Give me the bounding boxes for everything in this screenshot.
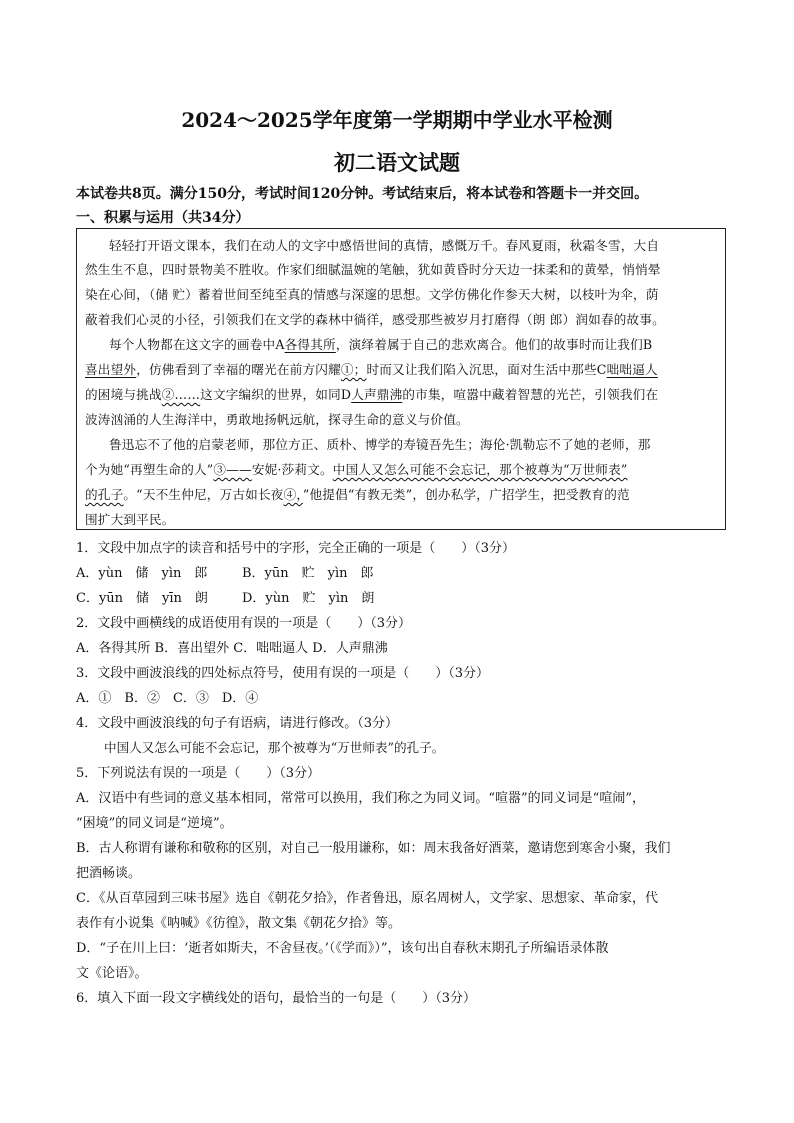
question-5-option-b-cont: 把酒畅谈。: [76, 866, 142, 881]
idiom-underlined: 喜出望外: [85, 362, 137, 377]
passage-text: ”他提倡“有教无类”，创办私学，广招学生，把受教育的范: [302, 487, 630, 502]
exam-title: 2024～2025学年度第一学期期中学业水平检测: [181, 108, 613, 132]
question-3: 3．文段中画波浪线的四处标点符号，使用有误的一项是（ ）（3分）: [76, 666, 490, 681]
passage-text: 个为她“再塑生命的人”: [85, 462, 214, 477]
question-5-option-c: C．《从百草园到三味书屋》选自《朝花夕拾》，作者鲁迅，原名周树人，文学家、思想家、革命家，代: [76, 891, 658, 906]
idiom-underlined: 各得其所: [284, 337, 336, 352]
exam-subtitle: 初二语文试题: [334, 150, 460, 175]
question-1-options-row1: [76, 562, 374, 581]
sentence-wavy: 中国人又怎么可能不会忘记，那个被尊为“万世师表”: [332, 462, 628, 477]
punct-wavy: ④，: [283, 487, 303, 502]
question-6: 6．填入下面一段文字横线处的语句，最恰当的一句是（ ）（3分）: [76, 991, 477, 1006]
passage-text: 时而又让我们陷入沉思，面对生活中那些C: [366, 362, 607, 377]
question-5-option-c-cont: 表作有小说集《呐喊》《彷徨》，散文集《朝花夕拾》等。: [76, 916, 402, 931]
question-1: 1．文段中加点字的读音和括号中的字形，完全正确的一项是（ ）（3分）: [76, 541, 516, 556]
idiom-underlined: 人声鼎沸: [351, 387, 403, 402]
option-a: A．yùn 储 yìn 郎: [76, 566, 208, 581]
question-2: 2．文段中画横线的成语使用有误的一项是（ ）（3分）: [76, 616, 412, 631]
idiom-underlined: 咄咄逼人: [606, 362, 658, 377]
question-1-options-row2: [76, 587, 374, 606]
passage-line: [85, 384, 658, 403]
question-4: 4．文段中画波浪线的句子有语病，请进行修改。（3分）: [76, 716, 399, 731]
option-b: B．yūn 贮 yìn 郎: [242, 566, 374, 581]
punct-wavy: ②……: [161, 387, 201, 402]
passage-line: [85, 359, 658, 378]
punct-wavy: ①；: [340, 362, 367, 377]
question-2-options: A．各得其所 B．喜出望外 C．咄咄逼人 D．人声鼎沸: [76, 641, 388, 656]
passage-line: [85, 484, 630, 503]
question-5: 5．下列说法有误的一项是（ ）（3分）: [76, 766, 321, 781]
reading-passage-box: [76, 228, 726, 530]
passage-line: 然生生不息，四时景物美不胜收。作家们细腻温婉的笔触，犹如黄昏时分天边一抹柔和的黄晕，悄悄晕: [85, 262, 661, 277]
question-5-option-d: D．“子在川上曰：‘逝者如斯夫，不舍昼夜。’（《学而》）”，该句出自春秋末期孔子所编语录体散: [76, 941, 609, 956]
passage-line: 轻轻打开语文课本，我们在动人的文字中感悟世间的真情，感慨万千。春风夏雨，秋霜冬雪，大自: [109, 238, 660, 253]
passage-text: 的市集，喧嚣中藏着智慧的光芒，引领我们在: [402, 387, 659, 402]
passage-text: 。“天不生仲尼，万古如长夜: [123, 487, 284, 502]
passage-text: ，演绎着属于自己的悲欢离合。他们的故事时而让我们B: [335, 337, 653, 352]
passage-line: 染在心间，（储 贮）蓄着世间至纯至真的情感与深邃的思想。文学仿佛化作参天大树，以枝叶为伞，荫: [85, 287, 659, 302]
option-d: D．yùn 贮 yìn 朗: [242, 591, 375, 606]
question-5-option-a: A．汉语中有些词的意义基本相同，常常可以换用，我们称之为同义词。“喧嚣”的同义词是“喧闹”，: [76, 791, 645, 806]
question-3-options: A．① B．② C．③ D．④: [76, 691, 259, 706]
passage-line: 鲁迅忘不了他的启蒙老师，那位方正、质朴、博学的寿镜吾先生；海伦·凯勒忘不了她的老师，那: [109, 437, 651, 452]
section-heading: 一、积累与运用（共34分）: [76, 210, 250, 226]
passage-line: [85, 459, 628, 478]
passage-text: 安妮·莎莉文。: [251, 462, 333, 477]
question-5-option-d-cont: 文《论语》。: [76, 966, 148, 981]
question-5-option-a-cont: “困境”的同义词是“逆境”。: [76, 816, 233, 831]
exam-instructions: 本试卷共8页。满分150分，考试时间120分钟。考试结束后，将本试卷和答题卡一并交回。: [76, 186, 649, 202]
sentence-wavy: 的孔子: [85, 487, 124, 502]
punct-wavy: ③——: [213, 462, 252, 477]
passage-text: 的困境与挑战: [85, 387, 162, 402]
passage-line: 蔽着我们心灵的小径，引领我们在文学的森林中徜徉，感受那些被岁月打磨得（朗 郎）润如春的故事。: [85, 312, 665, 327]
question-4-sentence: 中国人又怎么可能不会忘记，那个被尊为“万世师表”的孔子。: [104, 740, 445, 755]
passage-line: [109, 334, 652, 353]
question-5-option-b: B．古人称谓有谦称和敬称的区别，对自己一般用谦称，如：周末我备好酒菜，邀请您到寒舍小聚，我们: [76, 841, 671, 856]
passage-text: 每个人物都在这文字的画卷中A: [109, 337, 285, 352]
passage-line: 围扩大到平民。: [85, 512, 175, 527]
passage-line: 波涛汹涌的人生海洋中，勇敢地扬帆远航，探寻生命的意义与价值。: [85, 412, 469, 427]
option-c: C．yūn 储 yīn 朗: [76, 591, 208, 606]
passage-text: 这文字编织的世界，如同D: [200, 387, 352, 402]
passage-text: ，仿佛看到了幸福的曙光在前方闪耀: [136, 362, 341, 377]
